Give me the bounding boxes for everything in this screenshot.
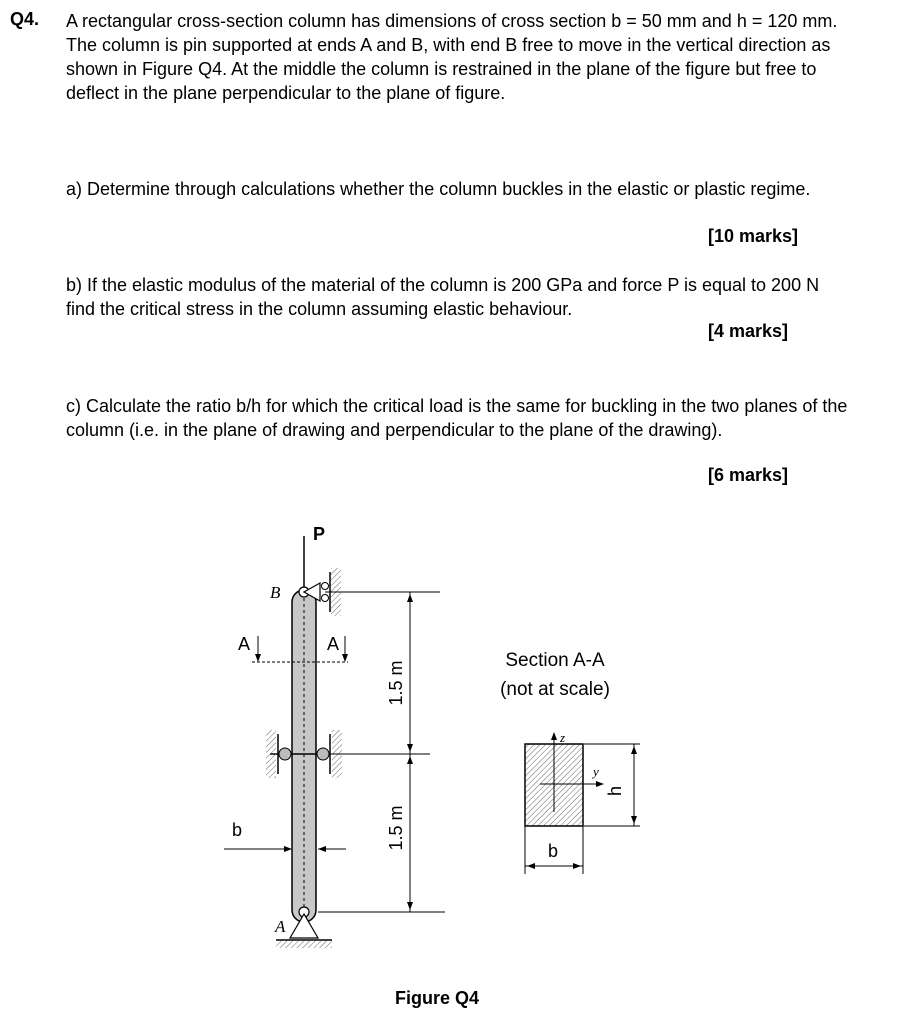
section-cut-left-label: A [238,634,251,654]
question-intro: A rectangular cross-section column has dimensions of cross section b = 50 mm and h = 120 mm. The column is pin supported at ends A and B, with end B free to move in the vertical direction as shown in Figure Q4. At the middle the column is restrained in the plane of the figure but free to deflect in the plane perpendicular to the plane of figure. [66,11,838,103]
section-title: Section A-A [505,650,605,671]
figure-caption: Figure Q4 [394,988,480,1008]
part-b-marks: [4 marks] [708,321,789,341]
end-b-label: B [270,583,281,602]
section-note: (not at scale) [500,679,610,700]
end-a-label: A [275,917,286,936]
load-label: P [313,524,326,544]
section-cut-right-label: A [327,634,340,654]
part-b-text: b) If the elastic modulus of the material of the column is 200 GPa and force P is equal to 200 N find the critical stress in the column assuming elastic behaviour. [66,275,820,319]
question-number: Q4. [10,9,40,29]
cross-section [525,732,640,874]
axis-z-label: z [560,730,566,745]
section-b-label: b [547,841,559,861]
width-dimension-side [224,846,346,852]
side-b-label: b [232,820,243,840]
axis-y-label: y [593,764,599,779]
part-c-marks: [6 marks] [708,465,789,485]
section-h-label: h [605,785,625,797]
part-a-text: a) Determine through calculations whether the column buckles in the elastic or plastic regime. [66,179,811,199]
part-a-marks: [10 marks] [708,226,799,246]
part-c-text: c) Calculate the ratio b/h for which the critical load is the same for buckling in the two planes of the column (i.e. in the plane of drawing and perpendicular to the plane of the drawing). [66,396,848,440]
lower-length-label: 1.5 m [386,805,406,851]
upper-length-label: 1.5 m [386,660,406,706]
